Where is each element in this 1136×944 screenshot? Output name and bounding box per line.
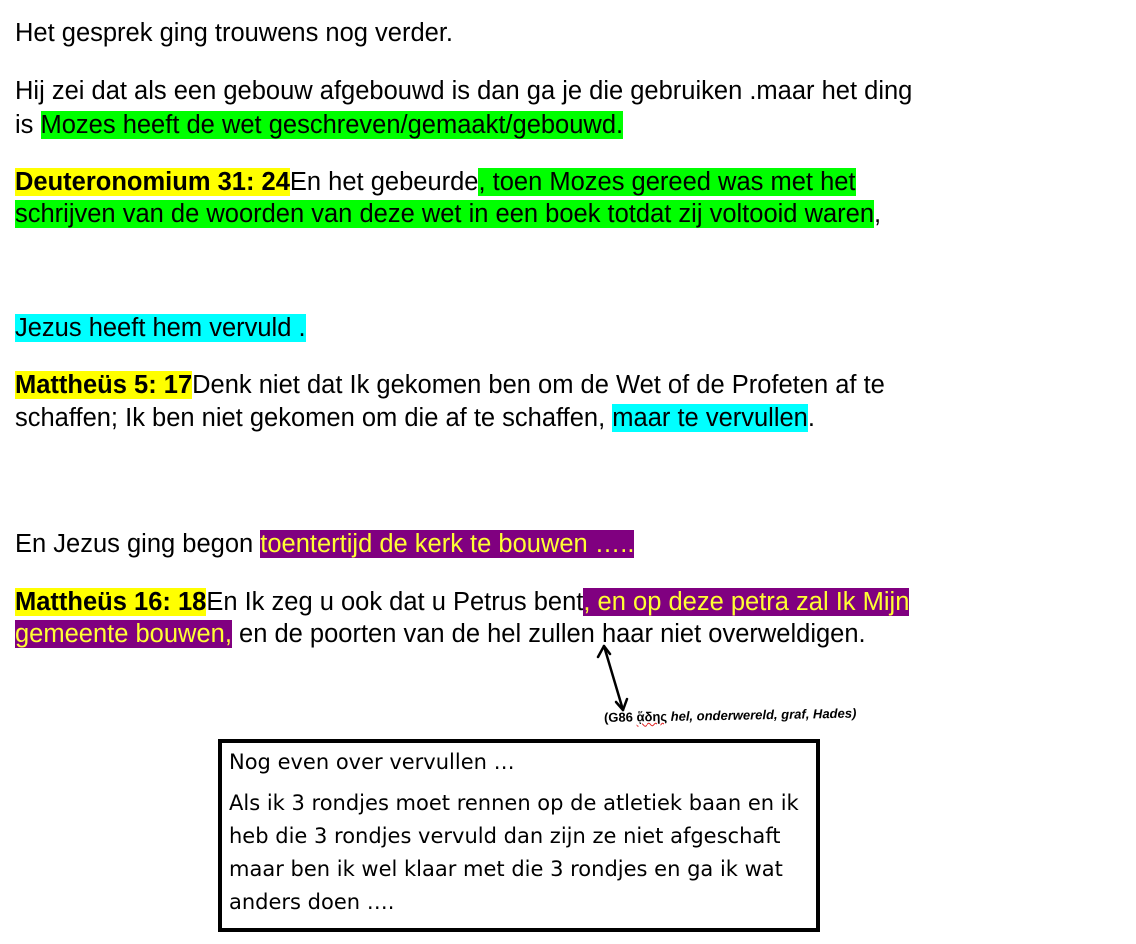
matthew-16-line-1 — [15, 586, 909, 618]
moses-law-highlight: Mozes heeft de wet geschreven/gemaakt/gebouwd. — [40, 111, 624, 139]
deuteronomy-reference: Deuteronomium 31: 24 — [15, 168, 290, 196]
matthew-5-tail: . — [807, 404, 815, 432]
fulfil-highlight: maar te vervullen — [612, 404, 808, 432]
matthew-16-line-2 — [15, 618, 866, 650]
matthew-5-text-1: Denk niet dat Ik gekomen ben om de Wet of de Profeten af te — [192, 371, 885, 399]
fulfilling-note-box — [218, 739, 820, 932]
church-building-line — [15, 528, 634, 560]
greek-note-meaning: hel, onderwereld, graf, Hades) — [666, 705, 857, 724]
deuteronomy-line-1 — [15, 166, 856, 198]
deuteronomy-tail: , — [874, 200, 882, 228]
matthew-5-line-1 — [15, 369, 885, 401]
building-line-2-lead: is — [15, 111, 41, 139]
deuteronomy-line-2 — [15, 198, 881, 230]
matthew-16-tail: en de poorten van de hel zullen haar niet overweldigen. — [231, 620, 866, 648]
building-line-2 — [15, 109, 623, 141]
deuteronomy-highlight-2: schrijven van de woorden van deze wet in een boek totdat zij voltooid waren — [15, 200, 875, 228]
building-line-1: Hij zei dat als een gebouw afgebouwd is dan ga je die gebruiken .maar het ding — [15, 77, 913, 105]
deuteronomy-text: En het gebeurde — [289, 168, 479, 196]
greek-word-note — [604, 706, 857, 725]
matthew-16-text: En Ik zeg u ook dat u Petrus bent — [206, 588, 584, 616]
jesus-fulfilled-line — [15, 312, 306, 344]
jesus-fulfilled-highlight: Jezus heeft hem vervuld . — [15, 314, 306, 342]
matthew-16-highlight-1: , en op deze petra zal Ik Mijn — [583, 588, 910, 616]
double-headed-arrow-icon — [590, 640, 640, 720]
matthew-5-reference: Mattheüs 5: 17 — [15, 371, 193, 399]
church-building-lead: En Jezus ging begon — [15, 530, 261, 558]
matthew-16-reference: Mattheüs 16: 18 — [15, 588, 207, 616]
matthew-16-highlight-2: gemeente bouwen, — [15, 620, 232, 648]
greek-word: ᾅδης — [636, 708, 668, 725]
note-box-body: Als ik 3 rondjes moet rennen op de atletiek baan en ik heb die 3 rondjes vervuld dan zijn ze niet afgeschaft maar ben ik wel klaar met die 3 rondjes en ga ik wat anders doen …. — [229, 791, 799, 914]
matthew-5-text-2: schaffen; Ik ben niet gekomen om die af te schaffen, — [15, 404, 613, 432]
note-box-title: Nog even over vervullen … — [229, 750, 515, 774]
deuteronomy-highlight-1: , toen Mozes gereed was met het — [478, 168, 856, 196]
greek-note-open: (G86 — [603, 709, 637, 725]
matthew-5-line-2 — [15, 402, 815, 434]
intro-line: Het gesprek ging trouwens nog verder. — [15, 19, 454, 47]
church-building-highlight: toentertijd de kerk te bouwen ….. — [260, 530, 635, 558]
